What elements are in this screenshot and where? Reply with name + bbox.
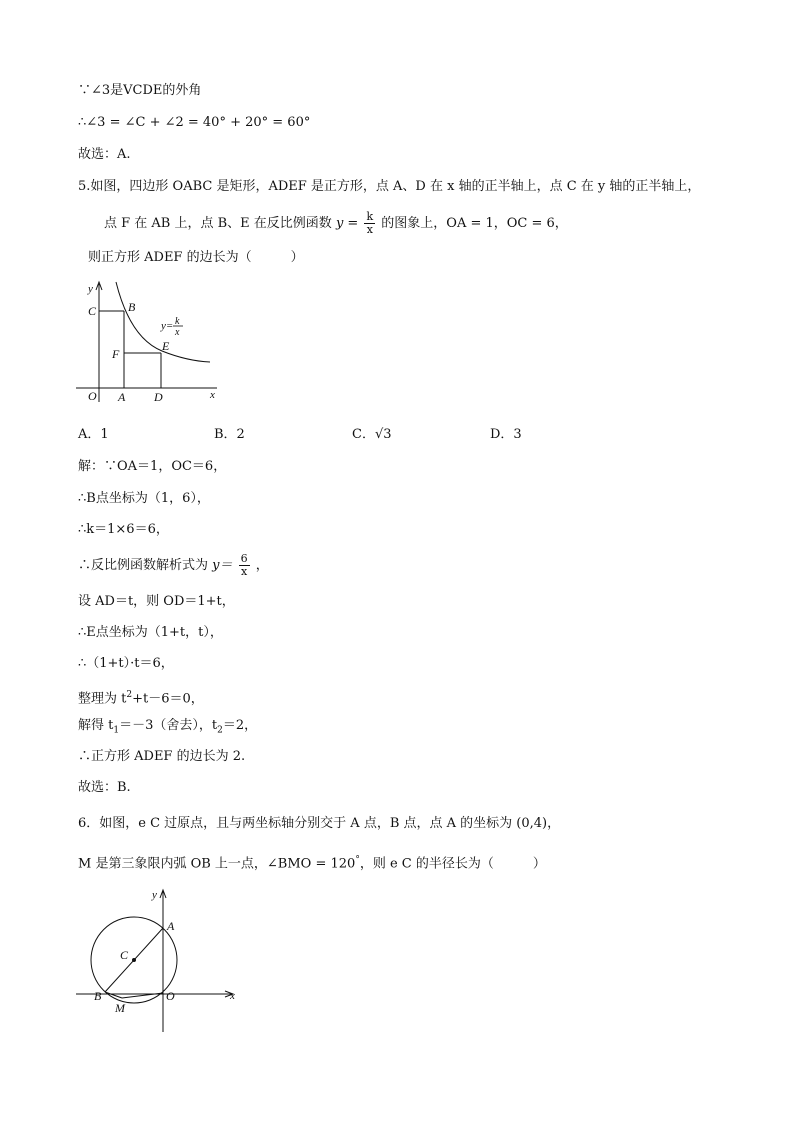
solution-step-5: 设 AD＝t，则 OD＝1+t， — [78, 594, 235, 609]
label-o: O — [166, 989, 175, 1003]
q6-text-pre: M 是第三象限内弧 OB 上一点，∠BMO = 120 — [78, 856, 356, 872]
label-func-y: y= — [161, 320, 174, 332]
label-x: x — [230, 990, 235, 1002]
label-o: O — [88, 389, 97, 403]
solution-answer-b: 故选：B. — [78, 780, 131, 795]
step9-sub2: 2 — [217, 725, 223, 736]
option-b[interactable]: B．2 — [214, 427, 245, 442]
solution-step-8 — [78, 686, 204, 708]
label-func-den: x — [175, 327, 180, 338]
step4-post: ， — [255, 558, 269, 573]
q5-func-den: x — [366, 223, 373, 236]
q6-stem-line2 — [78, 851, 546, 873]
step9-post: ＝2， — [222, 718, 258, 733]
figure-hyperbola-rectangle — [72, 278, 232, 408]
label-d: D — [154, 390, 163, 404]
solution-step-3: ∴k＝1×6＝6， — [78, 522, 169, 537]
q5-options — [78, 426, 718, 444]
step4-den: x — [241, 565, 248, 578]
q5-func-num: k — [366, 210, 374, 223]
label-b: B — [94, 989, 102, 1003]
segment-bm — [105, 992, 122, 998]
step4-y: y＝ — [212, 558, 233, 573]
step8-pre: 整理为 t — [78, 691, 127, 707]
step8-post: +t－6＝0， — [132, 691, 204, 707]
step9-sub1: 1 — [113, 725, 120, 736]
step4-num: 6 — [240, 552, 248, 565]
label-a: A — [118, 390, 126, 404]
q5-func-fraction — [364, 211, 375, 236]
center-point — [132, 958, 136, 962]
solution-step-7: ∴（1+t）·t＝6， — [78, 656, 174, 671]
label-b: B — [128, 300, 136, 314]
option-d[interactable]: D．3 — [490, 427, 522, 442]
step9-pre: 解得 t — [78, 718, 114, 733]
label-e: E — [162, 339, 170, 353]
label-y: y — [152, 889, 157, 901]
label-c: C — [88, 304, 97, 318]
option-a[interactable]: A．1 — [78, 427, 109, 442]
solution-step-1: 解：∵OA＝1，OC＝6， — [78, 459, 227, 474]
q5-text-post: 的图象上，OA = 1，OC = 6， — [381, 216, 568, 231]
solution-step-10: ∴正方形 ADEF 的边长为 2. — [78, 749, 246, 764]
q5-stem-line3: 则正方形 ADEF 的边长为（ ） — [88, 250, 304, 265]
label-m: M — [115, 1001, 125, 1015]
solution-step-9 — [78, 717, 257, 740]
q5-stem-line1: 5.如图，四边形 OABC 是矩形，ADEF 是正方形，点 A、D 在 x 轴的正半轴上，点 C 在 y 轴的正半轴上， — [78, 179, 701, 194]
step9-mid: ＝－3（舍去），t — [119, 718, 218, 733]
label-y: y — [88, 283, 93, 295]
label-func-num: k — [175, 316, 180, 327]
step8-exponent: 2 — [126, 690, 133, 700]
line-exterior-angle: ∵∠3是VCDE的外角 — [78, 83, 202, 98]
q6-degree: ° — [355, 855, 360, 865]
q5-stem-line2 — [104, 210, 568, 238]
q6-text-post: ，则 e C 的半径长为（ ） — [359, 856, 546, 872]
line-angle-calc: ∴∠3 = ∠C + ∠2 = 40° + 20° = 60° — [78, 115, 311, 130]
solution-step-2: ∴B点坐标为（1，6）， — [78, 491, 210, 506]
solution-step-6: ∴E点坐标为（1+t，t）， — [78, 625, 223, 640]
label-a: A — [167, 919, 175, 933]
label-x: x — [210, 389, 215, 401]
step4-fraction — [239, 553, 250, 578]
option-c[interactable]: C．√3 — [352, 427, 392, 442]
line-answer-a: 故选：A. — [78, 147, 131, 162]
step4-pre: ∴反比例函数解析式为 — [78, 558, 209, 573]
solution-step-4 — [78, 552, 269, 580]
figure-circle-axes — [72, 886, 252, 1036]
q5-text-pre: 点 F 在 AB 上，点 B、E 在反比例函数 — [104, 216, 332, 231]
q5-func-y: y = — [335, 216, 359, 231]
label-f: F — [112, 347, 120, 361]
label-c: C — [120, 948, 129, 962]
q6-stem-line1: 6．如图，e C 过原点，且与两坐标轴分别交于 A 点，B 点，点 A 的坐标为 (0,4)， — [78, 816, 561, 831]
